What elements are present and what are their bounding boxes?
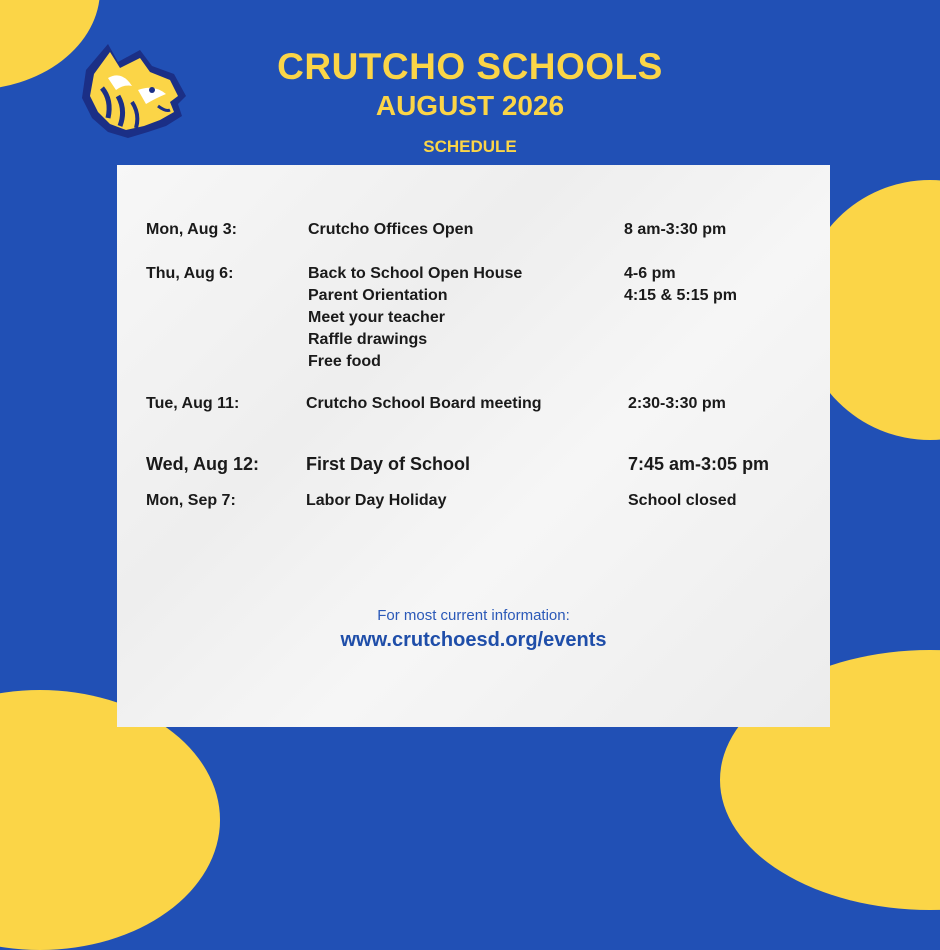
page-subtitle: AUGUST 2026 — [375, 90, 565, 121]
schedule-date: Wed, Aug 12: — [146, 454, 260, 474]
schedule-event: Crutcho School Board meeting — [306, 395, 542, 412]
schedule-time: 2:30-3:30 pm — [628, 395, 726, 412]
schedule-row — [117, 353, 830, 377]
schedule-date: Thu, Aug 6: — [146, 265, 234, 282]
schedule-time: 4-6 pm — [624, 265, 676, 282]
schedule-event: First Day of School — [306, 454, 471, 474]
schedule-label: SCHEDULE — [423, 137, 517, 156]
schedule-row — [117, 492, 830, 516]
page-title: CRUTCHO SCHOOLS — [277, 46, 663, 87]
decor-blob-bottom-left — [0, 690, 220, 950]
schedule-date: Mon, Aug 3: — [146, 221, 237, 238]
schedule-time: School closed — [628, 492, 737, 509]
schedule-card — [117, 165, 830, 727]
schedule-time: 8 am-3:30 pm — [624, 221, 727, 238]
schedule-date: Mon, Sep 7: — [146, 492, 236, 509]
schedule-event: Free food — [308, 353, 381, 370]
schedule-event: Raffle drawings — [308, 331, 428, 348]
schedule-event: Labor Day Holiday — [306, 492, 447, 509]
schedule-row — [117, 454, 830, 478]
schedule-event: Crutcho Offices Open — [308, 221, 474, 238]
events-link[interactable]: www.crutchoesd.org/events — [340, 629, 607, 651]
schedule-event: Parent Orientation — [308, 287, 448, 304]
footer-note: For most current information: — [377, 607, 570, 624]
schedule-row — [117, 287, 830, 311]
schedule-event: Back to School Open House — [308, 265, 523, 282]
schedule-time: 7:45 am-3:05 pm — [628, 454, 770, 474]
schedule-row — [117, 309, 830, 333]
schedule-row — [117, 331, 830, 355]
schedule-row — [117, 265, 830, 289]
schedule-row — [117, 221, 830, 245]
schedule-time: 4:15 & 5:15 pm — [624, 287, 737, 304]
schedule-row — [117, 395, 830, 419]
schedule-event: Meet your teacher — [308, 309, 445, 326]
schedule-date: Tue, Aug 11: — [146, 395, 240, 412]
